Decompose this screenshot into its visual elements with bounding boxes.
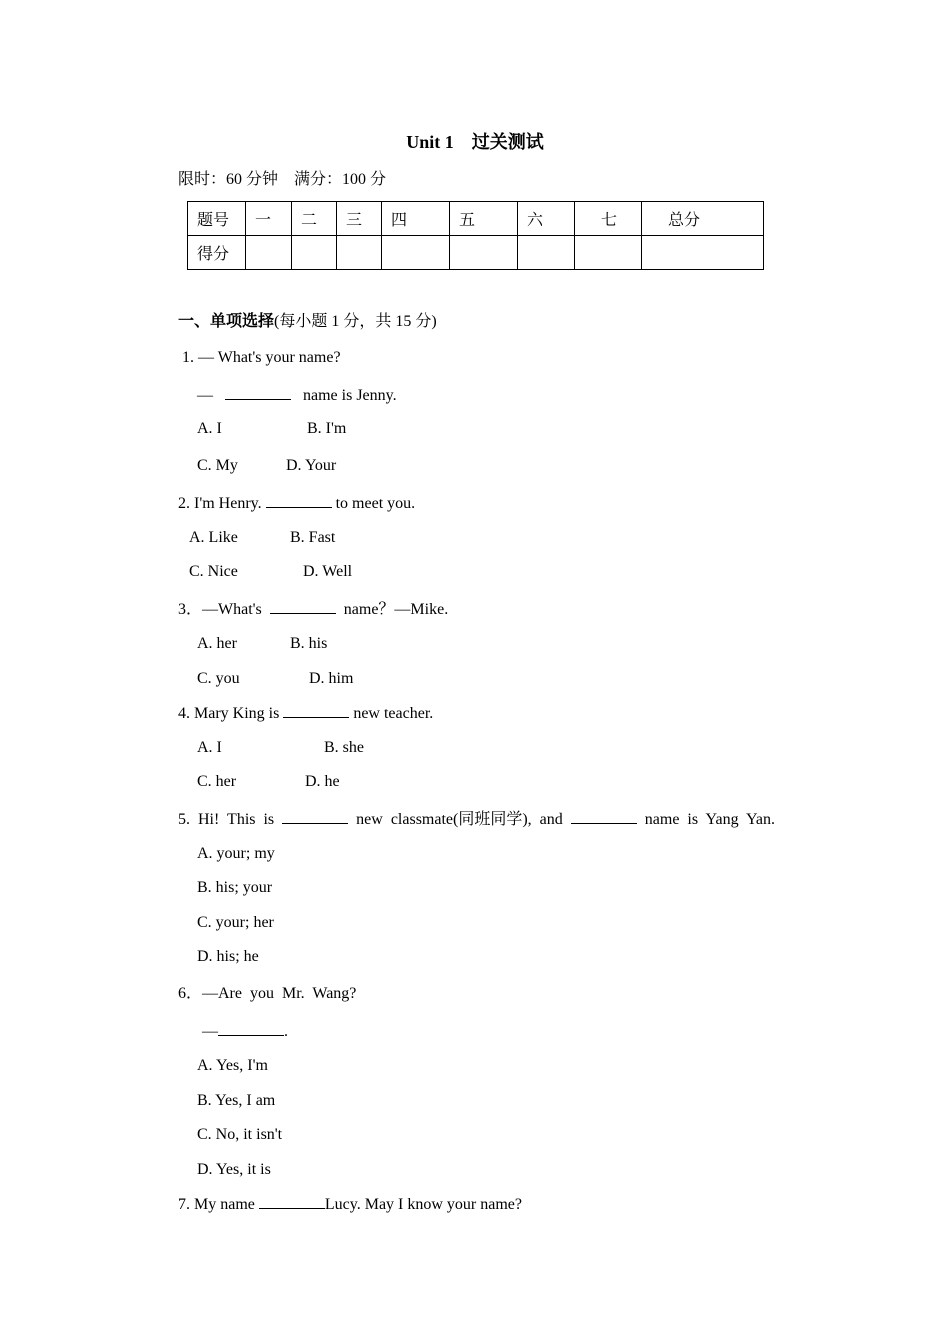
q1-answer-line: — name is Jenny.: [197, 387, 397, 404]
answer-blank[interactable]: [571, 809, 637, 824]
q3-stem: 3．—What's name？—Mike.: [178, 601, 449, 618]
score-input-cell[interactable]: [382, 236, 450, 270]
score-input-cell[interactable]: [518, 236, 575, 270]
score-cell: 五: [450, 202, 518, 236]
q2-option-c[interactable]: C. Nice: [189, 563, 238, 580]
answer-blank[interactable]: [218, 1021, 284, 1036]
answer-blank[interactable]: [259, 1194, 325, 1209]
score-cell: 总分: [642, 202, 764, 236]
score-input-cell[interactable]: [292, 236, 337, 270]
q5-option-c[interactable]: C. your; her: [197, 914, 274, 931]
score-input-cell[interactable]: [246, 236, 292, 270]
q1-option-b[interactable]: B. I'm: [307, 420, 347, 437]
score-cell: 七: [575, 202, 642, 236]
q4-option-d[interactable]: D. he: [305, 773, 340, 790]
q3-option-b[interactable]: B. his: [290, 635, 328, 652]
answer-blank[interactable]: [282, 809, 348, 824]
q6-option-a[interactable]: A. Yes, I'm: [197, 1057, 268, 1074]
score-input-cell[interactable]: [642, 236, 764, 270]
q2-option-d[interactable]: D. Well: [303, 563, 353, 580]
score-table-header-row: [188, 202, 764, 236]
section-note: (每小题 1 分，共 15 分): [274, 313, 437, 330]
q5-option-a[interactable]: A. your; my: [197, 845, 275, 862]
q6-option-b[interactable]: B. Yes, I am: [197, 1092, 276, 1109]
score-input-cell[interactable]: [337, 236, 382, 270]
score-cell: 二: [292, 202, 337, 236]
q1-option-a[interactable]: A. I: [197, 420, 222, 437]
q4-stem: 4. Mary King is new teacher.: [178, 705, 434, 722]
score-input-cell[interactable]: [575, 236, 642, 270]
answer-blank[interactable]: [225, 385, 291, 400]
answer-blank[interactable]: [283, 703, 349, 718]
score-cell: 六: [518, 202, 575, 236]
q2-option-b[interactable]: B. Fast: [290, 529, 336, 546]
q7-stem: 7. My name Lucy. May I know your name?: [178, 1196, 522, 1213]
answer-blank[interactable]: [270, 599, 336, 614]
score-table: [187, 201, 764, 270]
section-title: 一、单项选择: [178, 313, 275, 330]
q2-stem: 2. I'm Henry. to meet you.: [178, 495, 416, 512]
score-cell: 一: [246, 202, 292, 236]
q6-answer-line: — .: [202, 1023, 288, 1040]
q1-stem: 1. — What's your name?: [182, 349, 341, 366]
q4-option-c[interactable]: C. her: [197, 773, 237, 790]
q2-option-a[interactable]: A. Like: [189, 529, 238, 546]
q5-stem: 5. Hi! This is new classmate(同班同学), and name is Yang Yan.: [178, 811, 776, 828]
q3-option-d[interactable]: D. him: [309, 670, 354, 687]
q6-option-d[interactable]: D. Yes, it is: [197, 1161, 271, 1178]
q6-option-c[interactable]: C. No, it isn't: [197, 1126, 283, 1143]
test-meta: 限时：60 分钟 满分：100 分: [178, 171, 387, 188]
q3-option-a[interactable]: A. her: [197, 635, 237, 652]
answer-blank[interactable]: [266, 493, 332, 508]
q1-option-c[interactable]: C. My: [197, 457, 238, 474]
q3-option-c[interactable]: C. you: [197, 670, 240, 687]
page-title: Unit 1 过关测试: [406, 132, 544, 152]
q4-option-b[interactable]: B. she: [324, 739, 364, 756]
score-table-score-row: [188, 236, 764, 270]
section-heading: [178, 312, 437, 332]
q4-option-a[interactable]: A. I: [197, 739, 222, 756]
score-cell: 三: [337, 202, 382, 236]
q1-option-d[interactable]: D. Your: [286, 457, 337, 474]
q5-option-d[interactable]: D. his; he: [197, 948, 259, 965]
score-cell: 四: [382, 202, 450, 236]
score-cell: 题号: [188, 202, 246, 236]
q6-stem: 6．—Are you Mr. Wang?: [178, 985, 357, 1002]
q5-option-b[interactable]: B. his; your: [197, 879, 273, 896]
score-input-cell[interactable]: [450, 236, 518, 270]
score-cell: 得分: [188, 236, 246, 270]
